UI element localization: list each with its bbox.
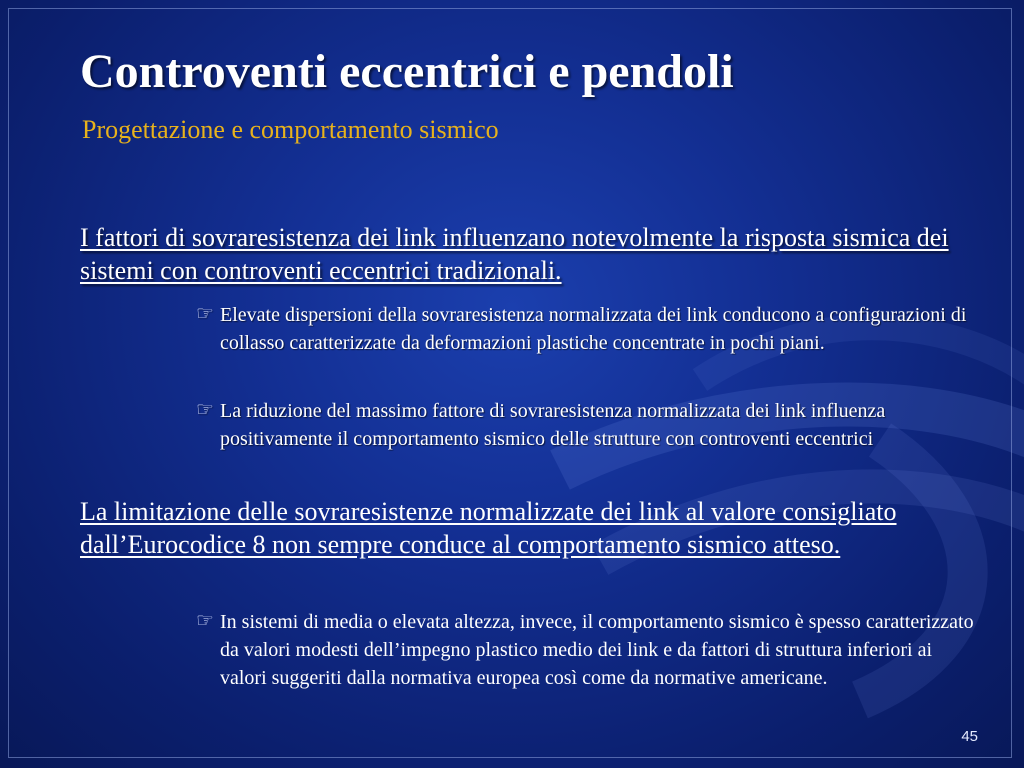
- pointing-hand-icon: ☞: [196, 399, 214, 421]
- slide-title: Controventi eccentrici e pendoli: [80, 45, 734, 98]
- bullet-text: La riduzione del massimo fattore di sovraresistenza normalizzata dei link influenza positivamente il comportamento sismico delle strutture con controventi eccentrici: [220, 400, 886, 450]
- section-1-bullet-1: [196, 301, 976, 357]
- section-1-heading: I fattori di sovraresistenza dei link influenzano notevolmente la risposta sismica dei sistemi con controventi eccentrici tradizionali.: [80, 223, 949, 285]
- section-2-bullet-1: [196, 608, 976, 692]
- bullet-text: In sistemi di media o elevata altezza, invece, il comportamento sismico è spesso caratterizzato da valori modesti dell’impegno plastico medio dei link e da fattori di struttura inferiori ai valori suggeriti dalla normativa europea così come da normative americane.: [220, 611, 974, 689]
- bullet-text: Elevate dispersioni della sovraresistenza normalizzata dei link conducono a configurazioni di collasso caratterizzate da deformazioni plastiche concentrate in pochi piani.: [220, 304, 967, 354]
- slide-subtitle: Progettazione e comportamento sismico: [82, 115, 499, 144]
- pointing-hand-icon: ☞: [196, 303, 214, 325]
- section-2-heading: La limitazione delle sovraresistenze normalizzate dei link al valore consigliato dall’Eurocodice 8 non sempre conduce al comportamento sismico atteso.: [80, 497, 897, 559]
- pointing-hand-icon: ☞: [196, 610, 214, 632]
- page-number: 45: [961, 728, 978, 745]
- section-1-bullet-2: [196, 397, 976, 453]
